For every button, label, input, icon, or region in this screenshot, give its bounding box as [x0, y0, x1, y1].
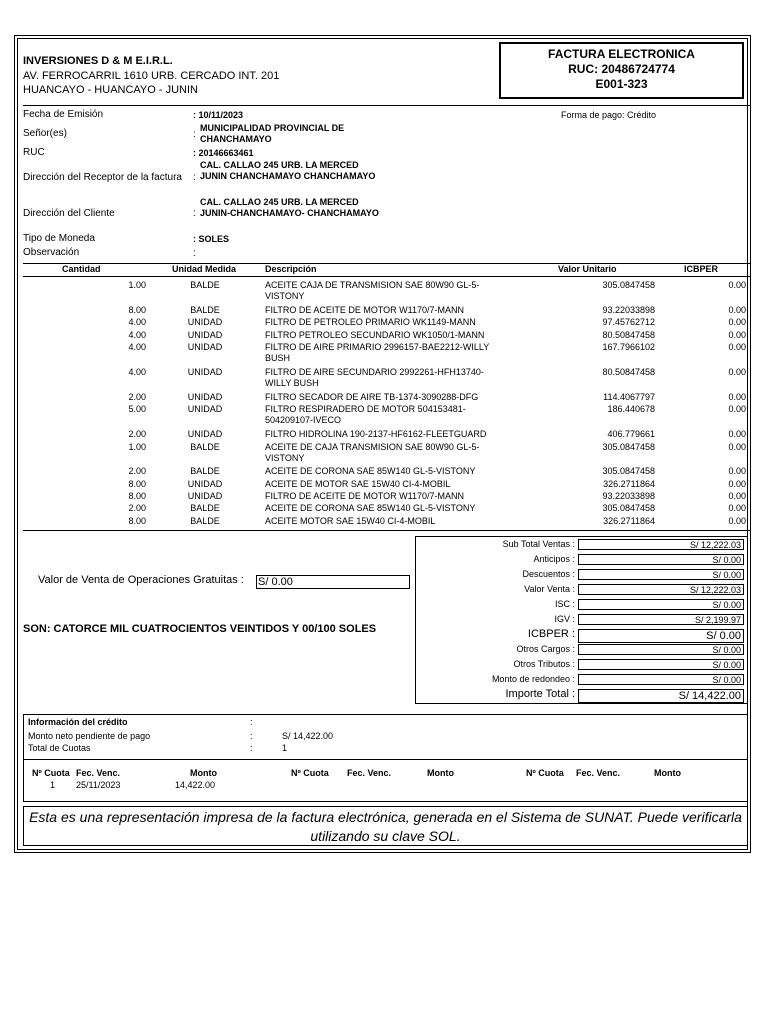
- cell-icbper: 0.00: [728, 342, 746, 352]
- cell-cantidad: 5.00: [128, 404, 146, 414]
- total-label: IGV :: [554, 614, 575, 624]
- cell-icbper: 0.00: [728, 442, 746, 452]
- col-valor-unitario: Valor Unitario: [558, 264, 617, 274]
- cell-valor-unitario: 114.4067797: [603, 392, 655, 402]
- moneda-value: : SOLES: [193, 234, 230, 244]
- cell-valor-unitario: 326.2711864: [603, 516, 655, 526]
- total-label: Otros Tributos :: [513, 659, 575, 669]
- dir-cliente-label: Dirección del Cliente: [23, 208, 115, 219]
- cell-icbper: 0.00: [728, 330, 746, 340]
- senor-value: MUNICIPALIDAD PROVINCIAL DE CHANCHAMAYO: [200, 123, 345, 144]
- pending-label: Monto neto pendiente de pago: [28, 731, 151, 741]
- cell-unidad: BALDE: [190, 516, 220, 526]
- cuota-col-nro-3: Nº Cuota: [526, 768, 564, 778]
- cell-cantidad: 1.00: [128, 442, 146, 452]
- cuota-col-fec-1: Fec. Venc.: [76, 768, 121, 778]
- cell-unidad: UNIDAD: [187, 491, 223, 501]
- total-value: S/ 2,199.97: [578, 614, 744, 625]
- cell-descripcion: ACEITE DE MOTOR SAE 15W40 CI-4-MOBIL: [265, 479, 451, 489]
- dir-receptor-label: Dirección del Receptor de la factura: [23, 172, 182, 183]
- cuotas-value: 1: [282, 743, 288, 753]
- cell-cantidad: 8.00: [128, 479, 146, 489]
- dir-receptor-value: CAL. CALLAO 245 URB. LA MERCED JUNIN CHANCHAMAYO CHANCHAMAYO: [200, 160, 376, 181]
- cell-cantidad: 8.00: [128, 305, 146, 315]
- cell-valor-unitario: 305.0847458: [602, 466, 655, 476]
- cell-unidad: UNIDAD: [187, 367, 223, 377]
- total-value: S/ 12,222.03: [578, 539, 744, 550]
- cell-descripcion: FILTRO RESPIRADERO DE MOTOR 504153481-504209107-IVECO: [265, 404, 466, 425]
- forma-pago: Forma de pago: Crédito: [561, 110, 657, 120]
- cell-descripcion: ACEITE DE CORONA SAE 85W140 GL-5-VISTONY: [265, 503, 476, 513]
- issuer-address-line2: HUANCAYO - HUANCAYO - JUNIN: [23, 84, 198, 96]
- col-unidad: Unidad Medida: [172, 264, 237, 274]
- cell-cantidad: 4.00: [128, 317, 146, 327]
- credit-title: Información del crédito: [28, 717, 128, 727]
- invoice-id-box: [499, 42, 744, 99]
- cell-unidad: UNIDAD: [187, 317, 223, 327]
- total-label: ICBPER :: [527, 628, 575, 640]
- pending-colon: :: [250, 731, 253, 741]
- cell-icbper: 0.00: [728, 305, 746, 315]
- gratuitas-label: Valor de Venta de Operaciones Gratuitas :: [38, 574, 244, 586]
- col-cantidad: Cantidad: [62, 264, 101, 274]
- cell-descripcion: FILTRO DE AIRE SECUNDARIO 2992261-HFH13740-WILLY BUSH: [265, 367, 484, 388]
- cell-icbper: 0.00: [728, 503, 746, 513]
- cuota-col-monto-1: Monto: [190, 768, 217, 778]
- table-top-line: [23, 263, 751, 264]
- total-value: S/ 12,222.03: [578, 584, 744, 595]
- cell-descripcion: FILTRO DE AIRE PRIMARIO 2996157-BAE2212-WILLY BUSH: [265, 342, 490, 363]
- cell-valor-unitario: 80.50847458: [602, 330, 655, 340]
- cell-valor-unitario: 93.22033898: [602, 305, 655, 315]
- cell-cantidad: 2.00: [128, 429, 146, 439]
- observacion-label: Observación: [23, 247, 80, 258]
- issuer-address-line1: AV. FERROCARRIL 1610 URB. CERCADO INT. 201: [23, 70, 280, 82]
- cell-unidad: UNIDAD: [187, 429, 223, 439]
- cell-icbper: 0.00: [728, 429, 746, 439]
- cuota-col-nro-1: Nº Cuota: [32, 768, 70, 778]
- issuer-name: INVERSIONES D & M E.I.R.L.: [23, 55, 173, 67]
- cell-descripcion: FILTRO DE PETROLEO PRIMARIO WK1149-MANN: [265, 317, 476, 327]
- doc-ruc: RUC: 20486724774: [568, 62, 675, 76]
- observacion-value: :: [193, 248, 196, 259]
- col-descripcion: Descripción: [265, 264, 317, 274]
- total-label: Importe Total :: [505, 688, 575, 700]
- cell-unidad: BALDE: [190, 503, 220, 513]
- cell-valor-unitario: 406.779661: [607, 429, 655, 439]
- cell-descripcion: FILTRO DE ACEITE DE MOTOR W1170/7-MANN: [265, 305, 465, 315]
- cell-valor-unitario: 97.45762712: [602, 317, 655, 327]
- cell-valor-unitario: 305.0847458: [602, 442, 655, 452]
- cell-descripcion: FILTRO HIDROLINA 190-2137-HF6162-FLEETGUARD: [265, 429, 487, 439]
- total-value: S/ 0.00: [578, 554, 744, 565]
- cell-descripcion: ACEITE DE CORONA SAE 85W140 GL-5-VISTONY: [265, 466, 476, 476]
- credit-divider: [24, 759, 747, 760]
- cell-unidad: UNIDAD: [187, 479, 223, 489]
- cell-descripcion: ACEITE MOTOR SAE 15W40 CI-4-MOBIL: [265, 516, 436, 526]
- total-label: Anticipos :: [533, 554, 575, 564]
- doc-number: E001-323: [595, 77, 648, 91]
- cell-valor-unitario: 186.440678: [607, 404, 655, 414]
- cell-cantidad: 1.00: [128, 280, 146, 290]
- cell-cantidad: 4.00: [128, 342, 146, 352]
- cell-cantidad: 2.00: [128, 392, 146, 402]
- amount-in-words: SON: CATORCE MIL CUATROCIENTOS VEINTIDOS Y 00/100 SOLES: [23, 623, 377, 635]
- total-value: S/ 0.00: [578, 659, 744, 670]
- cell-valor-unitario: 167.7966102: [602, 342, 655, 352]
- cuota-col-monto-2: Monto: [427, 768, 454, 778]
- cell-icbper: 0.00: [728, 404, 746, 414]
- total-value: S/ 0.00: [578, 629, 744, 643]
- total-value: S/ 0.00: [578, 674, 744, 685]
- credit-info-box: [23, 714, 748, 802]
- cuota-row-monto: 14,422.00: [175, 780, 216, 790]
- credit-title-colon: :: [250, 717, 253, 727]
- dir-cliente-value: CAL. CALLAO 245 URB. LA MERCED JUNIN-CHANCHAMAYO- CHANCHAMAYO: [200, 197, 379, 218]
- header-divider: [23, 105, 751, 106]
- fecha-label: Fecha de Emisión: [23, 109, 104, 120]
- total-value: S/ 0.00: [578, 644, 744, 655]
- cell-unidad: BALDE: [190, 305, 220, 315]
- cell-icbper: 0.00: [728, 516, 746, 526]
- total-label: Valor Venta :: [524, 584, 575, 594]
- cell-unidad: BALDE: [190, 442, 220, 452]
- ruc-value: : 20146663461: [193, 148, 254, 158]
- total-label: Otros Cargos :: [516, 644, 575, 654]
- cuota-col-nro-2: Nº Cuota: [291, 768, 329, 778]
- cell-unidad: UNIDAD: [187, 392, 223, 402]
- cuotas-label: Total de Cuotas: [28, 743, 91, 753]
- cell-unidad: UNIDAD: [187, 330, 223, 340]
- fecha-value: : 10/11/2023: [193, 110, 244, 120]
- cell-descripcion: FILTRO SECADOR DE AIRE TB-1374-3090288-DFG: [265, 392, 479, 402]
- cuota-row-nro: 1: [50, 780, 56, 790]
- cell-icbper: 0.00: [728, 466, 746, 476]
- cell-unidad: BALDE: [190, 466, 220, 476]
- total-label: Sub Total Ventas :: [502, 539, 575, 549]
- cell-valor-unitario: 305.0847458: [602, 503, 655, 513]
- total-label: Monto de redondeo :: [491, 674, 575, 684]
- cell-valor-unitario: 80.50847458: [602, 367, 655, 377]
- pending-value: S/ 14,422.00: [282, 731, 334, 741]
- cuota-col-fec-2: Fec. Venc.: [347, 768, 392, 778]
- cell-descripcion: FILTRO DE ACEITE DE MOTOR W1170/7-MANN: [265, 491, 465, 501]
- cell-cantidad: 8.00: [128, 491, 146, 501]
- total-label: ISC :: [554, 599, 575, 609]
- cell-cantidad: 8.00: [128, 516, 146, 526]
- cuota-col-monto-3: Monto: [654, 768, 681, 778]
- cell-icbper: 0.00: [728, 392, 746, 402]
- cuotas-colon: :: [250, 743, 253, 753]
- cell-icbper: 0.00: [728, 367, 746, 377]
- cell-valor-unitario: 93.22033898: [602, 491, 655, 501]
- cell-cantidad: 4.00: [128, 367, 146, 377]
- cell-valor-unitario: 305.0847458: [602, 280, 655, 290]
- ruc-label: RUC: [23, 147, 45, 158]
- total-label: Descuentos :: [522, 569, 575, 579]
- moneda-label: Tipo de Moneda: [23, 233, 95, 244]
- cell-icbper: 0.00: [728, 280, 746, 290]
- total-value: S/ 14,422.00: [578, 689, 744, 703]
- table-bottom-line: [23, 530, 751, 531]
- cell-descripcion: ACEITE DE CAJA TRANSMISION SAE 80W90 GL-5-VISTONY: [265, 442, 480, 463]
- cell-icbper: 0.00: [728, 479, 746, 489]
- cell-cantidad: 4.00: [128, 330, 146, 340]
- gratuitas-value: S/ 0.00: [256, 575, 410, 589]
- doc-type: FACTURA ELECTRONICA: [548, 47, 695, 61]
- total-value: S/ 0.00: [578, 599, 744, 610]
- cell-cantidad: 2.00: [128, 466, 146, 476]
- cell-unidad: UNIDAD: [187, 342, 223, 352]
- senor-label: Señor(es): [23, 128, 67, 139]
- total-value: S/ 0.00: [578, 569, 744, 580]
- table-header-line: [23, 276, 751, 277]
- cell-icbper: 0.00: [728, 491, 746, 501]
- cell-unidad: BALDE: [190, 280, 220, 290]
- col-icbper: ICBPER: [684, 264, 719, 274]
- cell-unidad: UNIDAD: [187, 404, 223, 414]
- footer-note: Esta es una representación impresa de la factura electrónica, generada en el Sistema de SUNAT. Puede verificarla utilizando su clave SOL.: [23, 806, 748, 846]
- cell-descripcion: FILTRO PETROLEO SECUNDARIO WK1050/1-MANN: [265, 330, 485, 340]
- cell-cantidad: 2.00: [128, 503, 146, 513]
- cell-icbper: 0.00: [728, 317, 746, 327]
- cell-valor-unitario: 326.2711864: [603, 479, 655, 489]
- cuota-col-fec-3: Fec. Venc.: [576, 768, 621, 778]
- cuota-row-fecha: 25/11/2023: [76, 780, 121, 790]
- cell-descripcion: ACEITE CAJA DE TRANSMISION SAE 80W90 GL-5-VISTONY: [265, 280, 480, 301]
